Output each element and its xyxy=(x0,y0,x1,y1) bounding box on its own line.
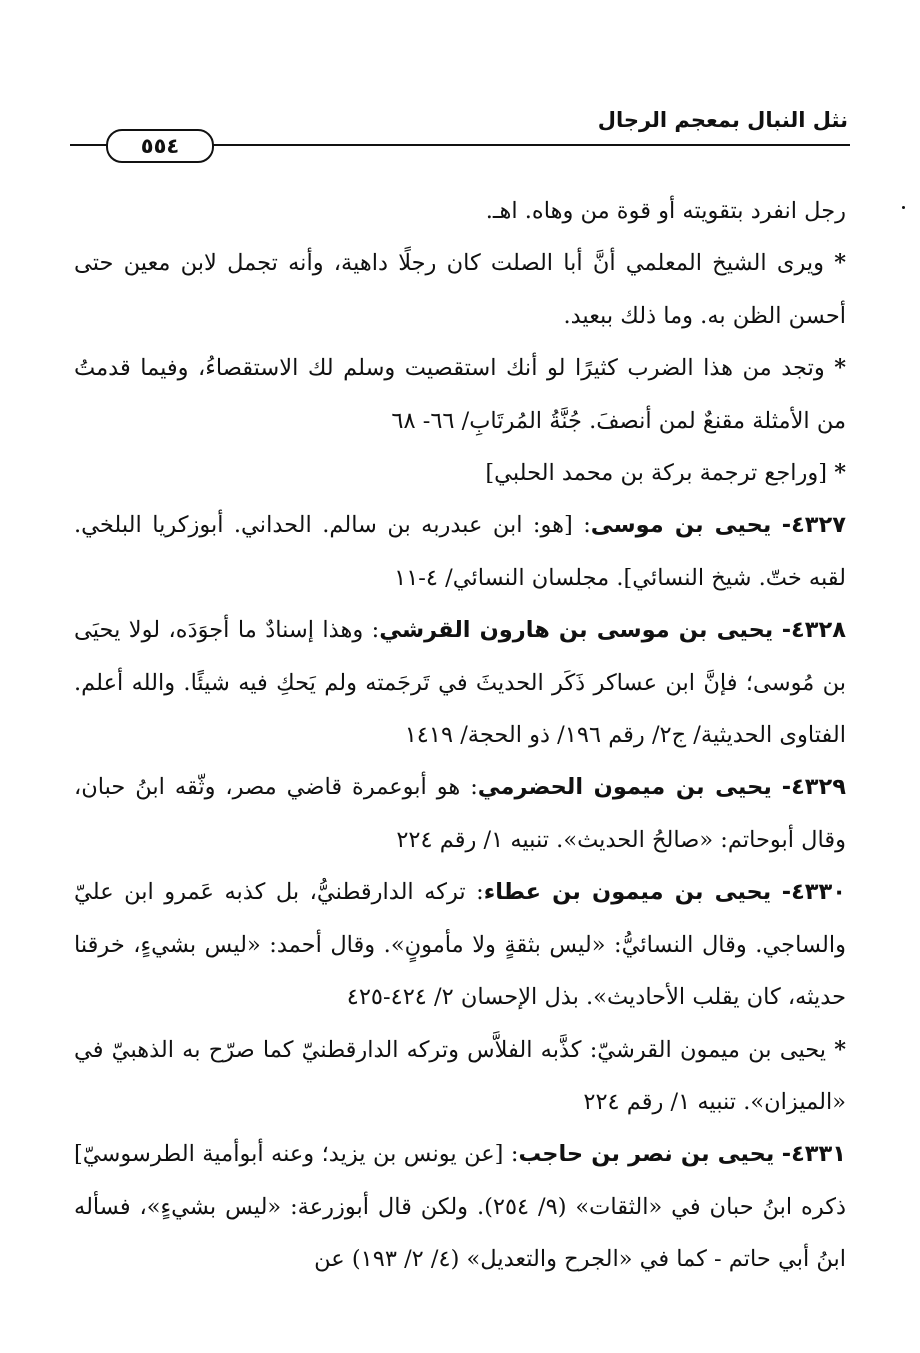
entry-text: : وهذا إسنادٌ ما أجوَدَه، لولا يحيَى بن مُوسى؛ فإنَّ ابن عساكر ذَكَر الحديثَ في تَرجَمته ولم يَحكِ فيه شيئًا. والله أعلم. الفتاوى الحديثية/ ج٢/ رقم ١٩٦/ ذو الحجة/ ١٤١٩ xyxy=(74,617,846,749)
bullet-star: * xyxy=(834,460,846,487)
paragraph-text: رجل انفرد بتقويته أو قوة من وهاه. اهـ. xyxy=(485,198,846,224)
page-body xyxy=(74,185,846,1286)
paragraph-text: يحيى بن ميمون القرشيّ: كذَّبه الفلاَّس وتركه الدارقطنيّ كما صرّح به الذهبيّ في «الميزان». تنبيه ١/ رقم ٢٢٤ xyxy=(74,1036,846,1115)
page-number: ٥٥٤ xyxy=(106,129,214,163)
narrator-name: يحيى بن موسى xyxy=(590,512,772,539)
narrator-name: يحيى بن موسى بن هارون القرشي xyxy=(379,617,774,644)
narrator-name: يحيى بن ميمون الحضرمي xyxy=(477,774,772,801)
entry-number: ٤٣٣١- xyxy=(781,1141,846,1168)
entry-text: : [عن يونس بن يزيد؛ وعنه أبوأمية الطرسوسيّ] ذكره ابنُ حبان في «الثقات» (٩/ ٢٥٤). ولكن قال أبوزرعة: «ليس بشيءٍ»، فسأله ابنُ أبي حاتم - كما في «الجرح والتعديل» (٤/ ٢/ ١٩٣) عن xyxy=(74,1141,846,1273)
entry-4328 xyxy=(74,604,846,761)
paragraph-note xyxy=(74,1024,846,1129)
margin-dot xyxy=(902,206,905,209)
paragraph-text: ويرى الشيخ المعلمي أنَّ أبا الصلت كان رجلًا داهية، وأنه تجمل لابن معين حتى أحسن الظن به. وما ذلك ببعيد. xyxy=(74,250,846,329)
entry-4327 xyxy=(74,499,846,604)
entry-text: : [هو: ابن عبدربه بن سالم. الحداني. أبوزكريا البلخي. لقبه ختّ. شيخ النسائي]. مجلسان النسائي/ ٤-١١ xyxy=(74,512,846,591)
paragraph-4 xyxy=(74,447,846,499)
paragraph-text: وتجد من هذا الضرب كثيرًا لو أنك استقصيت وسلم لك الاستقصاءُ، وفيما قدمتُ من الأمثلة مقنعٌ لمن أنصفَ. جُنَّةُ المُرتَابِ/ ٦٦- ٦٨ xyxy=(74,355,846,434)
paragraph-2 xyxy=(74,237,846,342)
running-title: نثل النبال بمعجم الرجال xyxy=(597,108,848,132)
entry-number: ٤٣٢٨- xyxy=(781,617,846,644)
paragraph-1 xyxy=(74,185,846,237)
bullet-star: * xyxy=(834,250,846,277)
paragraph-3 xyxy=(74,342,846,447)
entry-number: ٤٣٢٩- xyxy=(781,774,847,801)
entry-4331 xyxy=(74,1128,846,1285)
narrator-name: يحيى بن نصر بن حاجب xyxy=(518,1141,775,1168)
bullet-star: * xyxy=(834,1036,846,1063)
paragraph-text: [وراجع ترجمة بركة بن محمد الحلبي] xyxy=(485,460,828,487)
entry-number: ٤٣٣٠- xyxy=(781,879,847,906)
entry-4329 xyxy=(74,761,846,866)
entry-text: : تركه الدارقطنيُّ، بل كذبه عَمرو ابن عليّ والساجي. وقال النسائيُّ: «ليس بثقةٍ ولا مأمونٍ». وقال أحمد: «ليس بشيءٍ، خرقنا حديثه، كان يقلب الأحاديث». بذل الإحسان ٢/ ٤٢٤-٤٢٥ xyxy=(74,879,846,1011)
bullet-star: * xyxy=(834,355,847,382)
entry-4330 xyxy=(74,866,846,1023)
narrator-name: يحيى بن ميمون بن عطاء xyxy=(483,879,772,906)
entry-text: : هو أبوعمرة قاضي مصر، وثّقه ابنُ حبان، وقال أبوحاتم: «صالحُ الحديث». تنبيه ١/ رقم ٢٢٤ xyxy=(74,774,846,853)
entry-number: ٤٣٢٧- xyxy=(781,512,846,539)
